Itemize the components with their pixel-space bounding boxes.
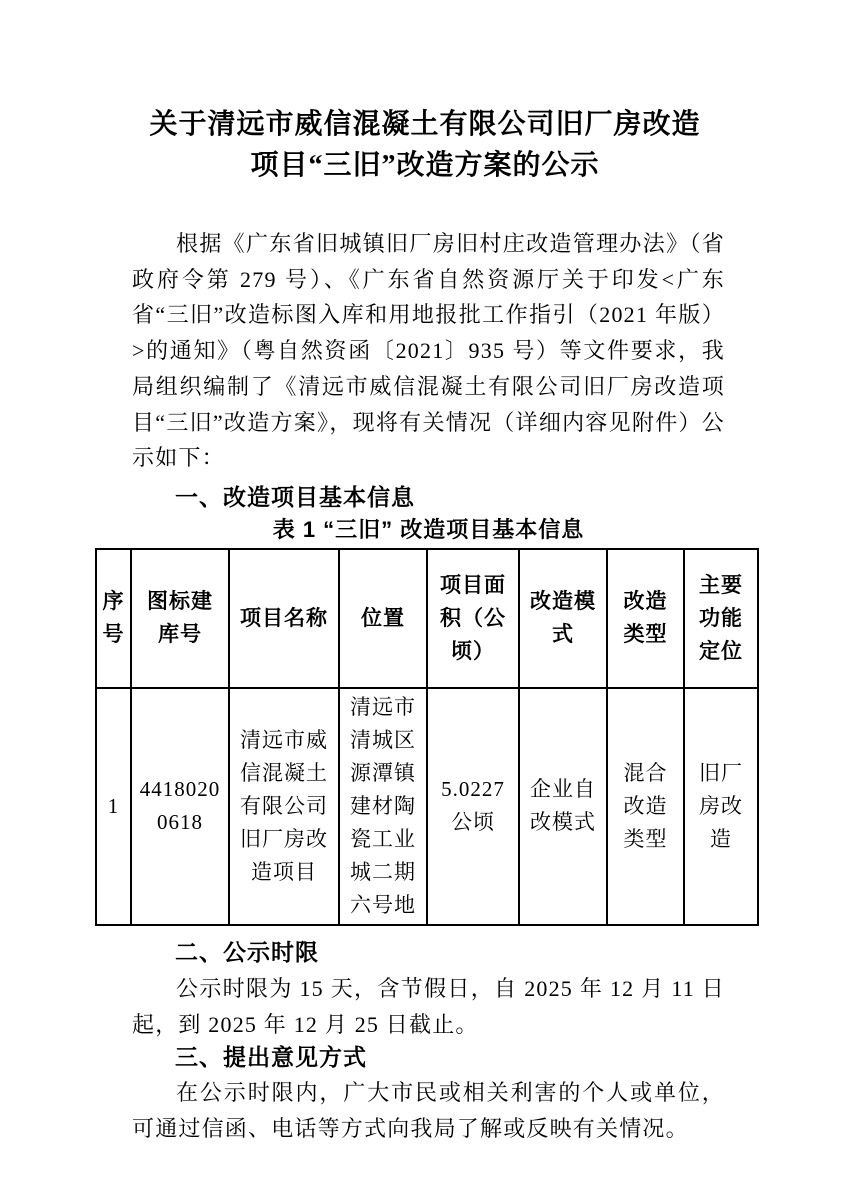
section2-paragraph: 公示时限为 15 天，含节假日，自 2025 年 12 月 11 日起，到 2025 年 12 月 25 日截止。 <box>132 975 725 1037</box>
intro-paragraph: 根据《广东省旧城镇旧厂房旧村庄改造管理办法》（省政府令第 279 号）、《广东省自然资源厅关于印发<广东省“三旧”改造标图入库和用地报批工作指引（2021 年版）>的通知》（粤自然资函〔2021〕935 号）等文件要求，我局组织编制了《清远市威信混凝土有限公司旧厂房改造项目“三旧”改造方案》，现将有关情况（详细内容见附件）公示如下： <box>132 231 725 471</box>
document-title-line1: 关于清远市威信混凝土有限公司旧厂房改造 <box>149 109 701 140</box>
section3-paragraph: 在公示时限内，广大市民或相关利害的个人或单位，可通过信函、电话等方式向我局了解或反映有关情况。 <box>132 1080 725 1142</box>
cell-area: 5.0227 公顷 <box>427 688 519 925</box>
document-title <box>0 0 850 186</box>
table-header-row <box>96 549 758 688</box>
section1-heading: 一、改造项目基本信息 <box>175 483 415 510</box>
header-project-name: 项目名称 <box>229 549 339 688</box>
table-data-row <box>96 688 758 925</box>
header-area: 项目面积（公顷） <box>427 549 519 688</box>
document-body <box>0 226 850 544</box>
header-library-id: 图标建库号 <box>131 549 229 688</box>
cell-seq: 1 <box>96 688 131 925</box>
cell-function: 旧厂房改造 <box>684 688 758 925</box>
header-location: 位置 <box>339 549 427 688</box>
document-footer-sections <box>0 937 850 1147</box>
header-seq: 序号 <box>96 549 131 688</box>
document-title-line2: 项目“三旧”改造方案的公示 <box>250 150 600 181</box>
cell-type: 混合改造类型 <box>607 688 684 925</box>
project-info-table <box>95 548 759 926</box>
cell-project-name: 清远市威信混凝土有限公司旧厂房改造项目 <box>229 688 339 925</box>
table-caption: 表 1 “三旧” 改造项目基本信息 <box>272 516 585 542</box>
section2-heading: 二、公示时限 <box>175 938 319 965</box>
header-mode: 改造模式 <box>519 549 607 688</box>
header-type: 改造类型 <box>607 549 684 688</box>
cell-library-id: 44180200618 <box>131 688 229 925</box>
cell-location: 清远市清城区源潭镇建材陶瓷工业城二期六号地 <box>339 688 427 925</box>
header-function: 主要功能定位 <box>684 549 758 688</box>
cell-mode: 企业自改模式 <box>519 688 607 925</box>
section3-heading: 三、提出意见方式 <box>175 1044 367 1071</box>
